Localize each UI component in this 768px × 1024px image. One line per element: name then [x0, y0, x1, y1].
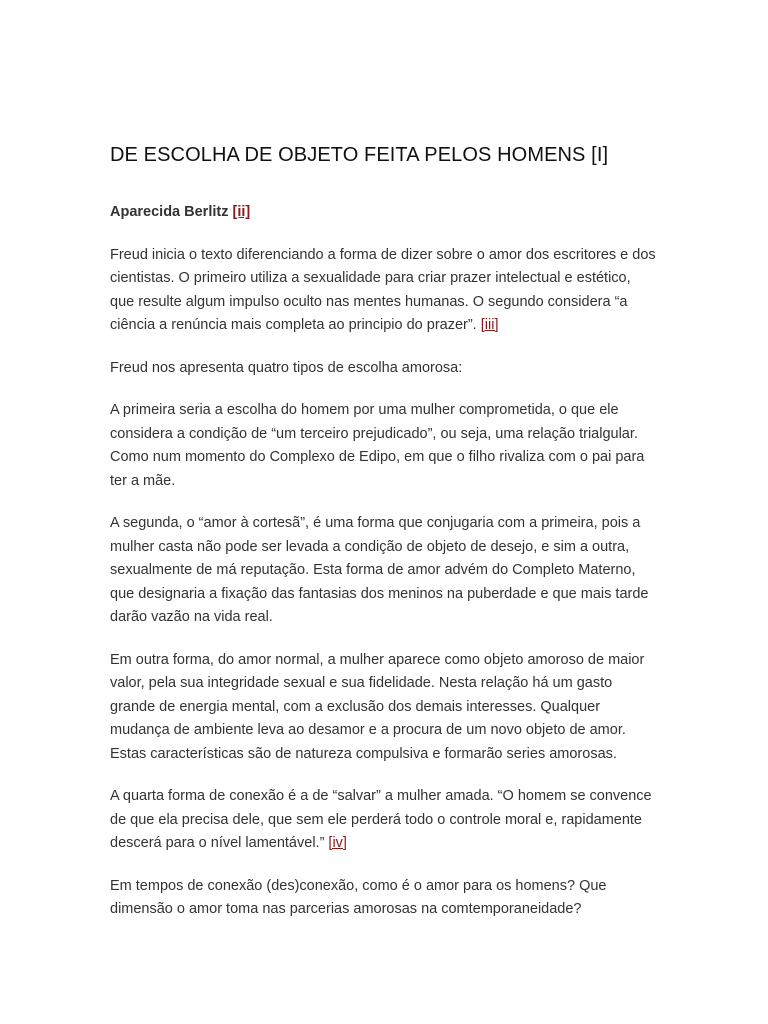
paragraph-text: Em outra forma, do amor normal, a mulher aparece como objeto amoroso de maior valor, pela sua integridade sexual e sua fidelidade. Nesta relação há um gasto grande de energia mental, com a exclusão dos demais interesses. Qualquer mudança de ambiente leva ao desamor e a procura de um novo objeto de amor. Estas características são de natureza compulsiva e formarão series amorosas. — [110, 651, 645, 762]
paragraph — [110, 357, 658, 381]
document-page — [110, 144, 658, 941]
paragraph-text: Em tempos de conexão (des)conexão, como é o amor para os homens? Que dimensão o amor toma nas parcerias amorosas na comtemporaneidade? — [110, 877, 607, 917]
footnote-link[interactable]: [iii] — [480, 317, 499, 333]
author-line — [110, 201, 658, 225]
paragraph-text: A primeira seria a escolha do homem por uma mulher comprometida, o que ele considera a condição de “um terceiro prejudicado”, ou seja, uma relação trialgular. Como num momento do Complexo de Edipo, em que o filho rivaliza com o pai para ter a mãe. — [110, 402, 645, 489]
author-footnote-link[interactable]: [ii] — [232, 204, 251, 220]
paragraph — [110, 512, 658, 630]
document-title: DE ESCOLHA DE OBJETO FEITA PELOS HOMENS [I] — [110, 144, 609, 166]
author-name: Aparecida Berlitz — [110, 204, 229, 220]
paragraph-text: A quarta forma de conexão é a de “salvar” a mulher amada. “O homem se convence de que ela precisa dele, que sem ele perderá todo o controle moral e, rapidamente descerá para o nível lamentável.” — [110, 788, 652, 851]
paragraph — [110, 649, 658, 767]
paragraph — [110, 875, 658, 922]
paragraph-text: Freud nos apresenta quatro tipos de escolha amorosa: — [110, 359, 463, 376]
paragraph-text: Freud inicia o texto diferenciando a forma de dizer sobre o amor dos escritores e dos cientistas. O primeiro utiliza a sexualidade para criar prazer intelectual e estético, que resulte algum impulso oculto nas mentes humanas. O segundo considera “a ciência a renúncia mais completa ao principio do prazer”. — [110, 246, 656, 333]
paragraph — [110, 785, 658, 856]
paragraph — [110, 244, 658, 338]
paragraph — [110, 399, 658, 493]
footnote-link[interactable]: [iv] — [328, 835, 347, 851]
paragraph-text: A segunda, o “amor à cortesã”, é uma forma que conjugaria com a primeira, pois a mulher casta não pode ser levada a condição de objeto de desejo, e sim a outra, sexualmente de má reputação. Esta forma de amor advém do Completo Materno, que designaria a fixação das fantasias dos meninos na puberdade e que mais tarde darão vazão na vida real. — [110, 515, 649, 625]
